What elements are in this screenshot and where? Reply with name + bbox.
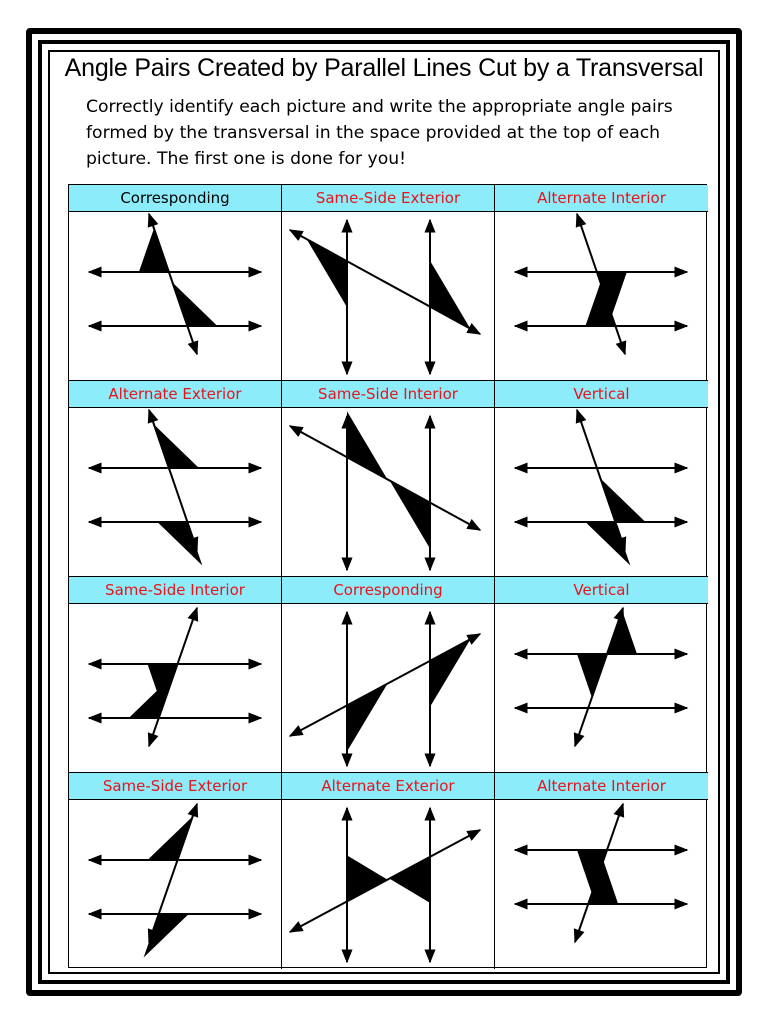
diagram-svg [69, 800, 281, 968]
angle-diagram-9 [495, 604, 707, 772]
angle-cell-4 [69, 381, 282, 577]
diagram-svg [495, 212, 707, 380]
angle-diagram-8 [282, 604, 494, 772]
transversal-line [290, 830, 480, 932]
angle-diagram-1 [69, 212, 281, 380]
angle-diagram-6 [495, 408, 707, 576]
worksheet-instructions: Correctly identify each picture and write the appropriate angle pairs formed by the transversal in the space provided at the top of each picture. The first one is done for you! [86, 97, 673, 169]
transversal-line [290, 230, 480, 334]
angle-label-same-side-interior[interactable]: Same-Side Interior [69, 577, 281, 604]
angle-label-alternate-interior[interactable]: Alternate Interior [495, 185, 708, 212]
angle-diagram-7 [69, 604, 281, 772]
angle-label-alternate-interior[interactable]: Alternate Interior [495, 773, 708, 800]
angle-cell-7 [69, 577, 282, 773]
diagram-svg [282, 800, 494, 968]
angle-label-same-side-interior[interactable]: Same-Side Interior [282, 381, 494, 408]
angle-label-vertical[interactable]: Vertical [495, 381, 708, 408]
worksheet-title: Angle Pairs Created by Parallel Lines Cut by a Transversal [64, 54, 704, 82]
diagram-svg [69, 408, 281, 576]
transversal-line [575, 804, 623, 942]
diagram-svg [495, 800, 707, 968]
angle-cell-11 [282, 773, 495, 969]
shaded-angle-2 [389, 857, 430, 903]
angle-label-corresponding[interactable]: Corresponding [69, 185, 281, 212]
shaded-angle-1 [347, 855, 388, 901]
diagram-svg [69, 604, 281, 772]
angle-label-same-side-exterior[interactable]: Same-Side Exterior [282, 185, 494, 212]
diagram-svg [69, 212, 281, 380]
angle-cell-10 [69, 773, 282, 969]
angle-cell-3 [495, 185, 708, 381]
shaded-angle-1 [139, 228, 169, 272]
diagram-svg [495, 604, 707, 772]
angle-cell-8 [282, 577, 495, 773]
angle-diagram-5 [282, 408, 494, 576]
angle-pairs-grid [68, 184, 707, 968]
angle-label-same-side-exterior[interactable]: Same-Side Exterior [69, 773, 281, 800]
transversal-line [290, 426, 480, 530]
angle-cell-12 [495, 773, 708, 969]
angle-label-alternate-exterior[interactable]: Alternate Exterior [69, 381, 281, 408]
angle-diagram-10 [69, 800, 281, 968]
shaded-angle-1 [607, 611, 637, 654]
angle-diagram-11 [282, 800, 494, 968]
diagram-svg [282, 408, 494, 576]
angle-label-corresponding[interactable]: Corresponding [282, 577, 494, 604]
transversal-line [575, 608, 623, 746]
angle-label-vertical[interactable]: Vertical [495, 577, 708, 604]
angle-diagram-4 [69, 408, 281, 576]
transversal-line [290, 634, 480, 736]
diagram-svg [282, 604, 494, 772]
angle-diagram-12 [495, 800, 707, 968]
transversal-line [149, 214, 197, 354]
angle-diagram-2 [282, 212, 494, 380]
diagram-svg [495, 408, 707, 576]
angle-cell-9 [495, 577, 708, 773]
angle-cell-5 [282, 381, 495, 577]
shaded-angle-2 [577, 654, 607, 697]
angle-diagram-3 [495, 212, 707, 380]
angle-label-alternate-exterior[interactable]: Alternate Exterior [282, 773, 494, 800]
diagram-svg [282, 212, 494, 380]
angle-cell-2 [282, 185, 495, 381]
angle-cell-1 [69, 185, 282, 381]
angle-cell-6 [495, 381, 708, 577]
